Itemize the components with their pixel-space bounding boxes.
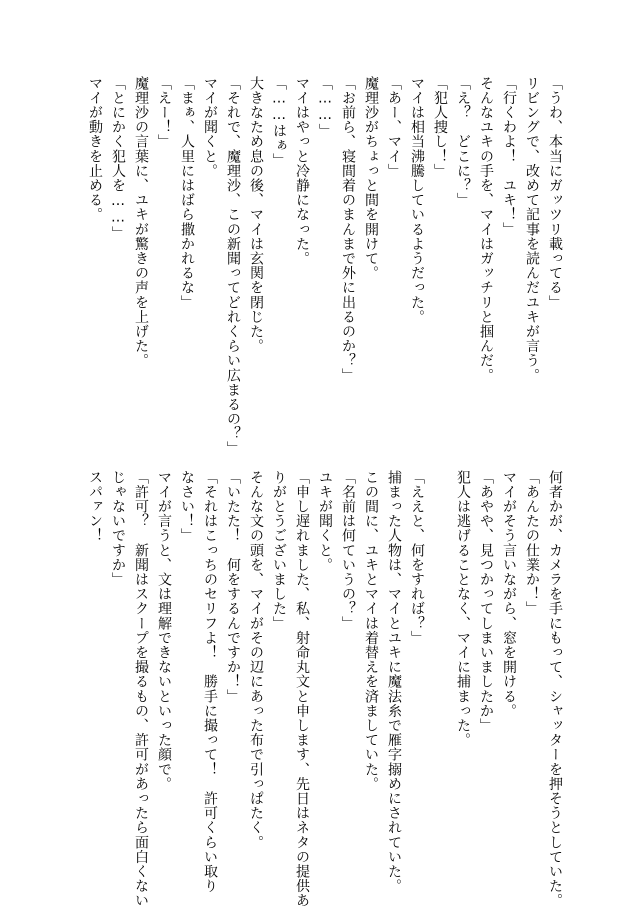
text-line: なさい！」 — [179, 470, 195, 543]
text-line: 「あやや、見つかってしまいましたか」 — [478, 470, 494, 733]
text-line: 捕まった人物は、マイとユキに魔法糸で雁字搦めにされていた。 — [386, 470, 402, 894]
text-line: 「犯人捜し！」 — [432, 76, 448, 179]
text-line: 「いたた！ 何をするんですか！」 — [225, 470, 241, 704]
text-line: 「……」 — [317, 76, 333, 139]
text-line: 「うわ、本当にガッツリ載ってる」 — [547, 76, 563, 310]
text-line: りがとうございました」 — [271, 470, 287, 631]
text-line: 大きなため息の後、マイは玄関を閉じた。 — [248, 76, 264, 354]
text-line: 「行くわよ！ ユキ！」 — [501, 76, 517, 237]
text-line: 「とにかく犯人を……」 — [110, 76, 126, 241]
text-line: マイがそう言いながら、窓を開ける。 — [501, 470, 517, 719]
text-line: この間に、ユキとマイは着替えを済ましていた。 — [363, 470, 379, 792]
text-line: 「……はぁ」 — [271, 76, 287, 168]
text-line: 「えー！」 — [156, 76, 172, 149]
text-line: 「ええと、何をすれば？」 — [409, 470, 425, 646]
text-line: 「申し遅れました、私、射命丸文と申します、先日はネタの提供あ — [294, 470, 310, 908]
text-line: ユキが聞くと。 — [317, 470, 333, 573]
text-line: 「お前ら、寝間着のまんまで外に出るのか？」 — [340, 76, 356, 383]
text-line: マイはやっと冷静になった。 — [294, 76, 310, 266]
text-line: マイが動きを止める。 — [87, 76, 103, 222]
text-line: マイは相当沸騰しているようだった。 — [409, 76, 425, 325]
text-line: 何者かが、カメラを手にもって、シャッターを押そうとしていた。 — [547, 470, 563, 908]
text-line: 「名前は何ていうの？」 — [340, 470, 356, 631]
text-line: リビングで、改めて記事を読んだユキが言う。 — [524, 76, 540, 383]
text-line: そんなユキの手を、マイはガッチリと掴んだ。 — [478, 76, 494, 383]
text-line: 「それで、魔理沙、この新聞ってどれくらい広まるの？」 — [225, 76, 241, 456]
text-line: 犯人は逃げることなく、マイに捕まった。 — [455, 470, 471, 748]
text-line: じゃないですか」 — [110, 470, 126, 587]
text-line: マイが聞くと。 — [202, 76, 218, 179]
upper-text-block — [83, 76, 566, 456]
text-line: 「まぁ、人里にはばら撒かれるな」 — [179, 76, 195, 310]
text-line: 魔理沙の言葉に、ユキが驚きの声を上げた。 — [133, 76, 149, 368]
text-line: 「それはこっちのセリフよ！ 勝手に撮って！ 許可くらい取り — [202, 470, 218, 894]
text-line: 「許可？ 新聞はスクープを撮るもの、許可があったら面白くない — [133, 470, 149, 908]
text-line: マイが言うと、文は理解できないといった顔で。 — [156, 470, 172, 792]
text-line: 魔理沙がちょっと間を開けて。 — [363, 76, 379, 281]
lower-text-block — [83, 470, 566, 908]
blank-line — [428, 470, 451, 850]
text-line: 「あんたの仕業か！」 — [524, 470, 540, 616]
text-line: そんな文の頭を、マイがその辺にあった布で引っぱたく。 — [248, 470, 264, 850]
text-line: 「あー、マイ」 — [386, 76, 402, 179]
text-line: 「え？ どこに？」 — [455, 76, 471, 208]
text-line: スパァン！ — [87, 470, 103, 543]
